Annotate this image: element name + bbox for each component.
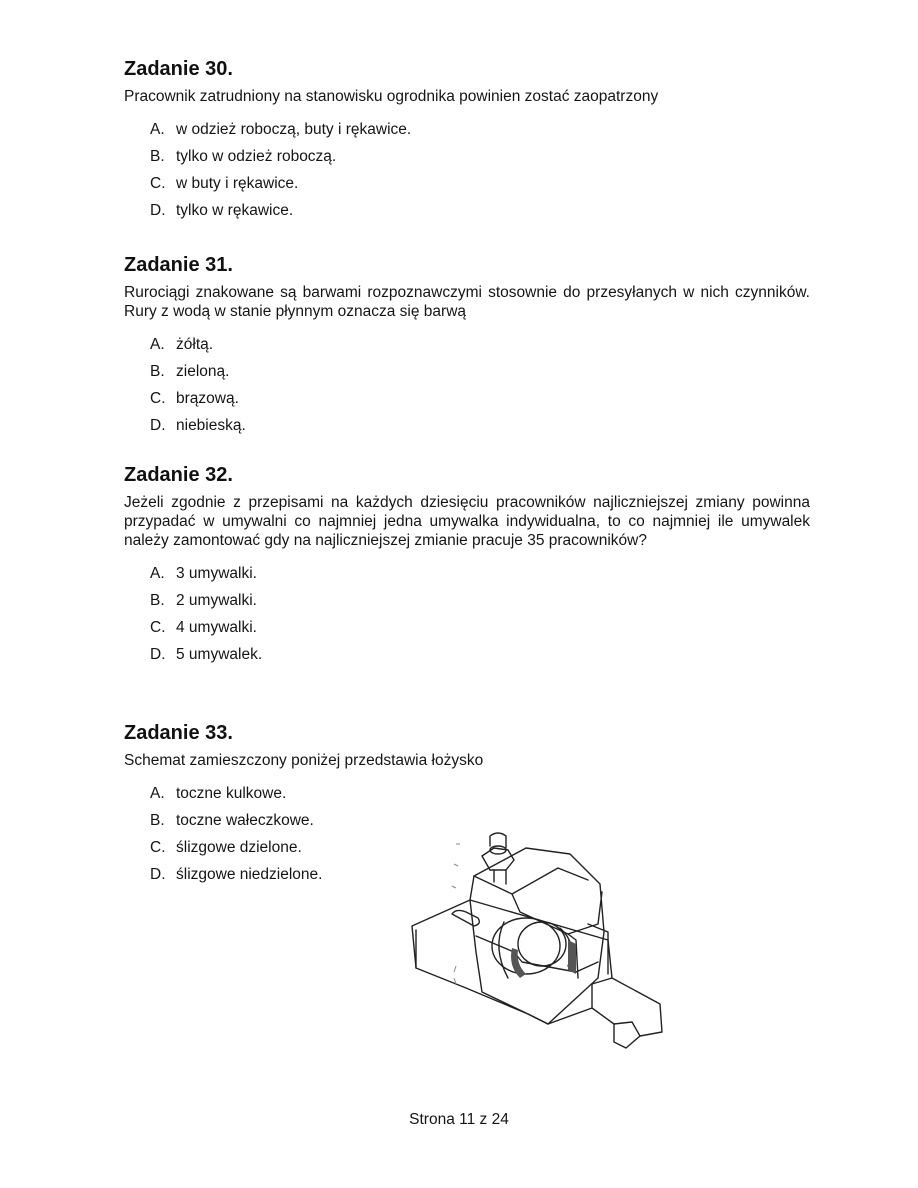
option-b (124, 143, 810, 170)
task-question: Jeżeli zgodnie z przepisami na każdych dziesięciu pracowników najliczniejszej zmiany powinna przypadać w umywalni co najmniej jedna umywalka indywidualna, to co najmniej ile umywalek należy zamontować gdy na najliczniejszej zmianie pracuje 35 pracowników? (124, 494, 810, 549)
option-text: brązową. (176, 389, 239, 407)
option-c (124, 170, 810, 197)
answer-options (124, 780, 384, 888)
option-a (124, 331, 810, 358)
option-d (124, 412, 810, 439)
bore-inner-outline (518, 922, 566, 966)
task-32 (124, 463, 810, 668)
option-text: tylko w odzież roboczą. (176, 147, 337, 165)
option-text: toczne wałeczkowe. (176, 811, 314, 829)
task-title: Zadanie 33. (124, 722, 233, 744)
option-text: 4 umywalki. (176, 618, 257, 636)
option-text: 5 umywalek. (176, 645, 263, 663)
task-question: Schemat zamieszczony poniżej przedstawia łożysko (124, 752, 484, 769)
split-line (476, 936, 598, 972)
task-question: Rurociągi znakowane są barwami rozpoznawczymi stosownie do przesyłanych w nich czynników. Rury z wodą w stanie płynnym oznacza się barwą (124, 284, 810, 320)
task-question: Pracownik zatrudniony na stanowisku ogrodnika powinien zostać zaopatrzony (124, 88, 659, 105)
option-b (124, 587, 810, 614)
option-text: tylko w rękawice. (176, 201, 294, 219)
foot-edge-line (614, 1024, 640, 1048)
option-text: w buty i rękawice. (176, 174, 299, 192)
option-letter: B. (150, 147, 165, 165)
option-text: 2 umywalki. (176, 591, 257, 609)
option-c (124, 834, 384, 861)
answer-options (124, 116, 810, 224)
bolt-shank-line (494, 870, 506, 884)
housing-shade (568, 940, 576, 974)
option-b (124, 358, 810, 385)
option-letter: A. (150, 120, 165, 138)
option-letter: C. (150, 389, 166, 407)
option-c (124, 385, 810, 412)
answer-options (124, 331, 810, 439)
option-text: 3 umywalki. (176, 564, 257, 582)
option-text: niebieską. (176, 416, 246, 434)
option-letter: B. (150, 362, 165, 380)
option-a (124, 560, 810, 587)
cap-top-line (512, 868, 588, 894)
base-edge-line (592, 978, 612, 1008)
task-title: Zadanie 30. (124, 58, 233, 80)
page-footer (0, 1111, 918, 1129)
bolt-slot-outline (452, 910, 479, 926)
answer-options (124, 560, 810, 668)
option-letter: B. (150, 591, 165, 609)
option-letter: C. (150, 618, 166, 636)
page-number: Strona 11 z 24 (409, 1111, 509, 1128)
option-letter: D. (150, 416, 166, 434)
option-b (124, 807, 384, 834)
task-title: Zadanie 31. (124, 254, 233, 276)
task-30 (124, 57, 810, 224)
option-text: zieloną. (176, 362, 230, 380)
option-letter: C. (150, 838, 166, 856)
option-d (124, 197, 810, 224)
option-letter: D. (150, 201, 166, 219)
option-letter: D. (150, 865, 166, 883)
option-text: ślizgowe dzielone. (176, 838, 302, 856)
cap-line (474, 876, 602, 934)
option-letter: A. (150, 335, 165, 353)
option-letter: C. (150, 174, 166, 192)
option-text: żółtą. (176, 335, 214, 353)
option-d (124, 861, 384, 888)
option-text: ślizgowe niedzielone. (176, 865, 323, 883)
option-text: w odzież roboczą, buty i rękawice. (176, 120, 412, 138)
option-letter: D. (150, 645, 166, 663)
task-title: Zadanie 32. (124, 464, 233, 486)
nut-outline (482, 848, 514, 870)
option-letter: A. (150, 564, 165, 582)
option-a (124, 780, 384, 807)
task-31 (124, 253, 810, 439)
option-text: toczne kulkowe. (176, 784, 287, 802)
option-d (124, 641, 810, 668)
bearing-diagram (408, 828, 672, 1052)
option-a (124, 116, 810, 143)
option-letter: A. (150, 784, 165, 802)
option-letter: B. (150, 811, 165, 829)
option-c (124, 614, 810, 641)
housing-step-line (588, 924, 608, 974)
